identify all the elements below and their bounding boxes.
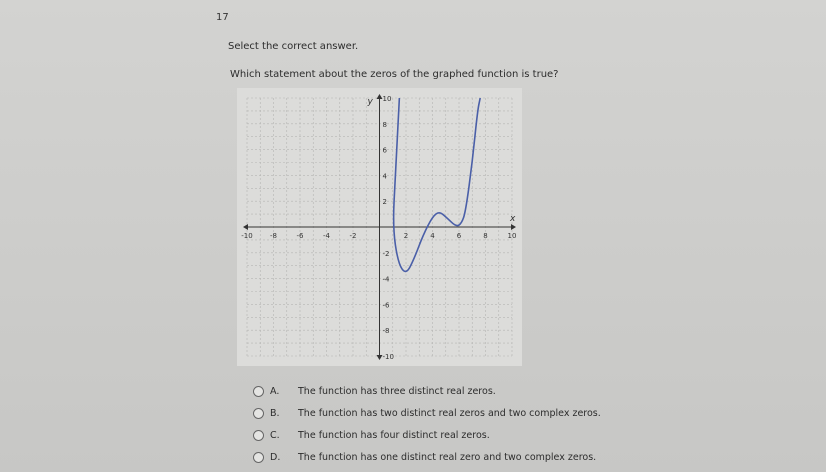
choice-a[interactable] xyxy=(253,380,601,402)
x-tick-label: -8 xyxy=(270,232,277,240)
x-tick-label: 6 xyxy=(456,232,462,240)
y-tick-label: 2 xyxy=(382,198,387,207)
function-graph xyxy=(237,88,522,366)
x-tick-label: -2 xyxy=(349,232,357,240)
y-tick-label: 10 xyxy=(382,95,392,103)
x-tick-label: -6 xyxy=(296,232,304,240)
y-tick-label: -6 xyxy=(382,301,390,310)
choice-a-letter: A. xyxy=(270,385,280,397)
y-tick-label: 4 xyxy=(382,172,387,181)
answer-choices xyxy=(253,380,601,468)
radio-button-c[interactable] xyxy=(253,430,264,441)
y-tick-label: -10 xyxy=(382,353,394,361)
y-tick-label: -2 xyxy=(382,249,390,258)
y-tick-label: -4 xyxy=(382,275,390,284)
choice-b-letter: B. xyxy=(270,407,280,419)
y-tick-label: -8 xyxy=(382,327,390,336)
radio-button-d[interactable] xyxy=(253,452,264,463)
x-tick-label: -10 xyxy=(241,232,253,240)
choice-a-text: The function has three distinct real zeros. xyxy=(298,385,496,397)
y-tick-label: 8 xyxy=(382,120,387,129)
choice-c-letter: C. xyxy=(270,429,280,441)
radio-button-a[interactable] xyxy=(253,386,264,397)
question-number: 17 xyxy=(216,12,229,23)
choice-c[interactable] xyxy=(253,424,601,446)
x-tick-label: 8 xyxy=(483,232,488,240)
choice-b-text: The function has two distinct real zeros and two complex zeros. xyxy=(298,407,601,419)
choice-c-text: The function has four distinct real zeros. xyxy=(298,429,490,441)
x-tick-label: -4 xyxy=(323,232,330,240)
x-axis-label: x xyxy=(510,214,516,224)
x-tick-label: 10 xyxy=(507,232,517,240)
choice-b[interactable] xyxy=(253,402,601,424)
x-tick-label: 2 xyxy=(403,232,409,240)
instruction-text: Select the correct answer. xyxy=(228,41,359,52)
y-axis-label: y xyxy=(367,97,373,107)
y-tick-label: 6 xyxy=(382,146,387,155)
x-tick-label: 4 xyxy=(430,232,435,240)
choice-d[interactable] xyxy=(253,446,601,468)
choice-d-text: The function has one distinct real zero and two complex zeros. xyxy=(298,451,597,463)
radio-button-b[interactable] xyxy=(253,408,264,419)
question-prompt: Which statement about the zeros of the graphed function is true? xyxy=(230,69,559,80)
choice-d-letter: D. xyxy=(270,451,281,463)
